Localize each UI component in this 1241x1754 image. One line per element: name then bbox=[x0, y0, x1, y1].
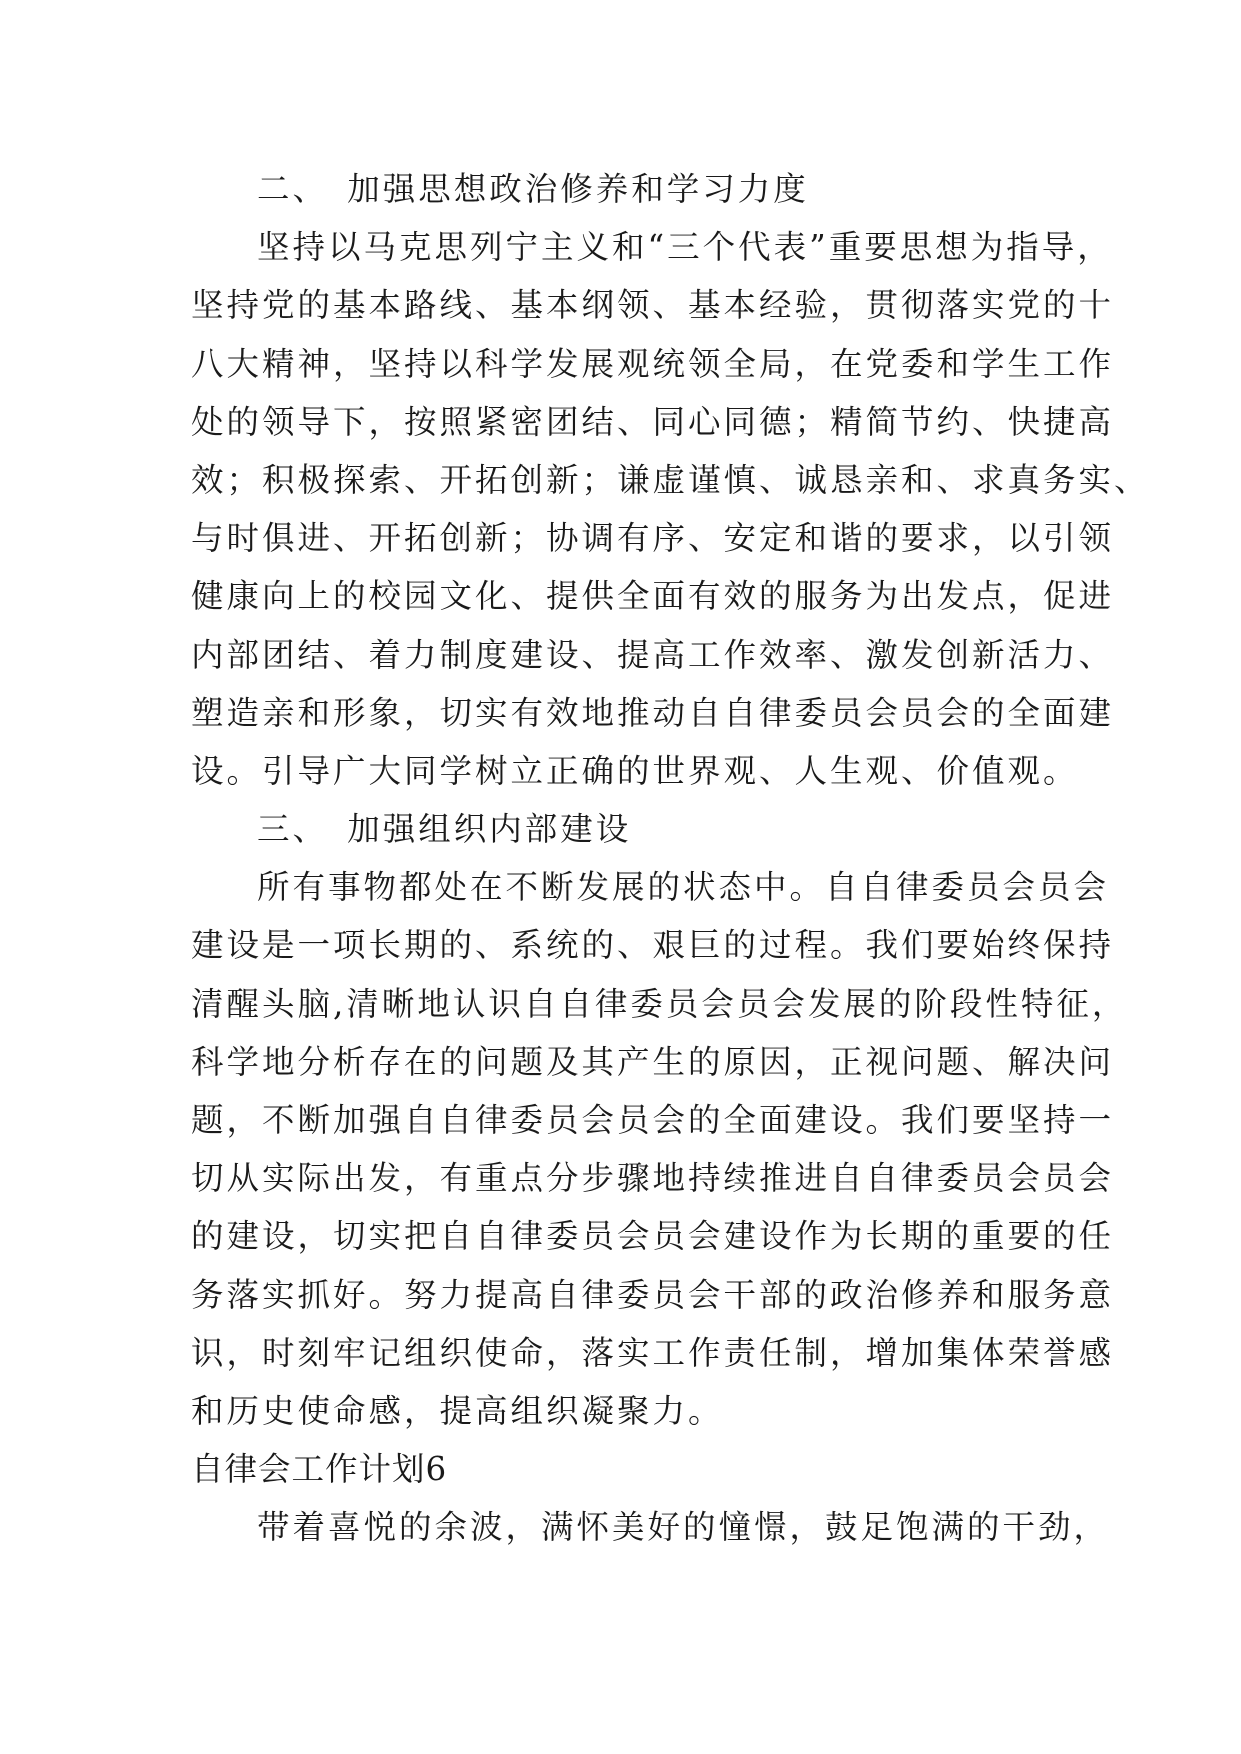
paragraph-line: 坚持以马克思列宁主义和“三个代表”重要思想为指导， bbox=[257, 228, 1113, 267]
paragraph-line: 和历史使命感，提高组织凝聚力。 bbox=[191, 1391, 724, 1430]
paragraph-line: 切从实际出发，有重点分步骤地持续推进自自律委员会员会 bbox=[191, 1159, 1115, 1198]
paragraph-line: 健康向上的校园文化、提供全面有效的服务为出发点，促进 bbox=[191, 577, 1115, 616]
document-body bbox=[191, 160, 1150, 1557]
paragraph-line: 处的领导下，按照紧密团结、同心同德；精简节约、快捷高 bbox=[191, 402, 1115, 441]
paragraph-line: 设。引导广大同学树立正确的世界观、人生观、价值观。 bbox=[191, 751, 1079, 790]
paragraph-line: 效；积极探索、开拓创新；谦虚谨慎、诚恳亲和、求真务实、 bbox=[191, 460, 1150, 499]
paragraph-line: 的建设，切实把自自律委员会员会建设作为长期的重要的任 bbox=[191, 1217, 1115, 1256]
paragraph-line: 科学地分析存在的问题及其产生的原因，正视问题、解决问 bbox=[191, 1042, 1115, 1081]
paragraph-line: 塑造亲和形象，切实有效地推动自自律委员会员会的全面建 bbox=[191, 693, 1115, 732]
section-heading-2: 二、 加强思想政治修养和学习力度 bbox=[257, 170, 809, 208]
paragraph-line: 内部团结、着力制度建设、提高工作效率、激发创新活力、 bbox=[191, 635, 1115, 674]
section-heading-3: 三、 加强组织内部建设 bbox=[257, 810, 632, 849]
paragraph-line: 与时俱进、开拓创新；协调有序、安定和谐的要求，以引领 bbox=[191, 519, 1115, 558]
paragraph-line: 识，时刻牢记组织使命，落实工作责任制，增加集体荣誉感 bbox=[191, 1333, 1115, 1372]
paragraph-line: 题，不断加强自自律委员会员会的全面建设。我们要坚持一 bbox=[191, 1101, 1115, 1139]
paragraph-line: 建设是一项长期的、系统的、艰巨的过程。我们要始终保持 bbox=[191, 926, 1115, 965]
paragraph-line: 务落实抓好。努力提高自律委员会干部的政治修养和服务意 bbox=[191, 1275, 1115, 1314]
paragraph-line: 所有事物都处在不断发展的状态中。自自律委员会员会 bbox=[257, 868, 1110, 907]
paragraph-line: 带着喜悦的余波，满怀美好的憧憬，鼓足饱满的干劲， bbox=[257, 1508, 1110, 1547]
plan-title: 自律会工作计划6 bbox=[191, 1450, 448, 1489]
paragraph-line: 清醒头脑,清晰地认识自自律委员会员会发展的阶段性特征， bbox=[191, 984, 1128, 1023]
paragraph-line: 坚持党的基本路线、基本纲领、基本经验，贯彻落实党的十 bbox=[191, 286, 1115, 325]
paragraph-line: 八大精神，坚持以科学发展观统领全局，在党委和学生工作 bbox=[191, 344, 1115, 383]
